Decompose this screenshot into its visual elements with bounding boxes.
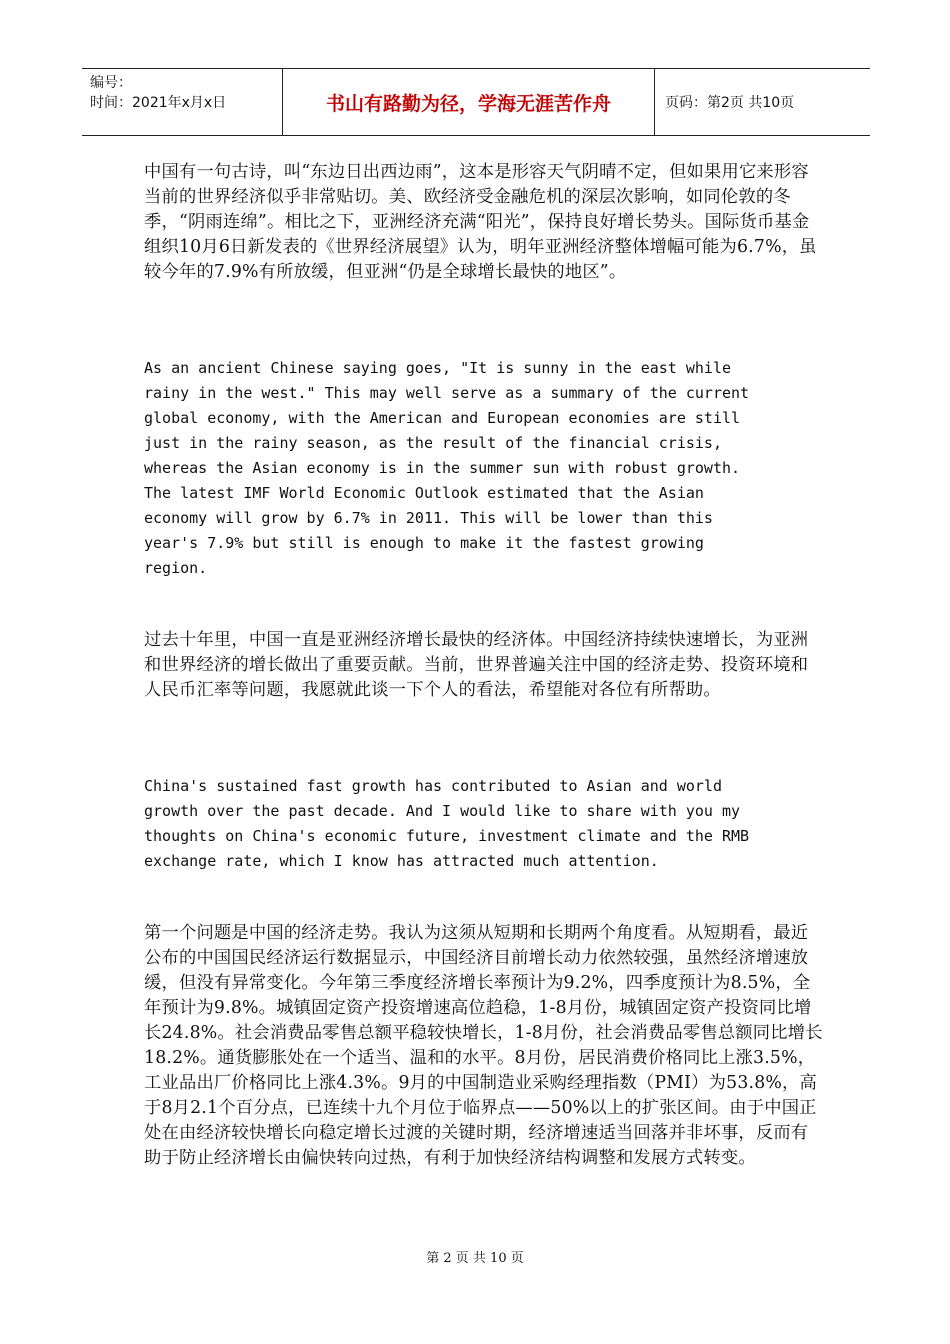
- header-meta: [82, 69, 283, 135]
- paragraph-chinese-1: 中国有一句古诗，叫“东边日出西边雨”，这本是形容天气阴晴不定，但如果用它来形容当前的世界经济似乎非常贴切。美、欧经济受金融危机的深层次影响，如同伦敦的冬季，“阴雨连绵”。相比之下，亚洲经济充满“阳光”，保持良好增长势头。国际货币基金组织10月6日新发表的《世界经济展望》认为，明年亚洲经济整体增幅可能为6.7%，虽较今年的7.9%有所放缓，但亚洲“仍是全球增长最快的地区”。: [144, 162, 817, 282]
- header-page-label: 页码：第2页 共10页: [665, 95, 795, 111]
- paragraph-english-1: As an ancient Chinese saying goes, "It is sunny in the east while rainy in the west." This may well serve as a summary of the current global economy, with the American and European economies are still just in the rainy season, as the result of the financial crisis, whereas the Asian economy is in the summer sun with robust growth. The latest IMF World Economic Outlook estimated that the Asian economy will grow by 6.7% in 2011. This will be lower than this year's 7.9% but still is enough to make it the fastest growing region.: [144, 359, 750, 577]
- paragraph-english-2: China's sustained fast growth has contributed to Asian and world growth over the past decade. And I would like to share with you my thoughts on China's economic future, investment climate and the RMB exchange rate, which I know has attracted much attention.: [144, 777, 750, 870]
- paragraph-chinese-3: 第一个问题是中国的经济走势。我认为这须从短期和长期两个角度看。从短期看，最近公布的中国国民经济运行数据显示，中国经济目前增长动力依然较强，虽然经济增速放缓，但没有异常变化。今年第三季度经济增长率预计为9.2%，四季度预计为8.5%，全年预计为9.8%。城镇固定资产投资增速高位趋稳，1-8月份，城镇固定资产投资同比增长24.8%。社会消费品零售总额平稳较快增长，1-8月份，社会消费品零售总额同比增长18.2%。通货膨胀处在一个适当、温和的水平。8月份，居民消费价格同比上涨3.5%，工业品出厂价格同比上涨4.3%。9月的中国制造业采购经理指数（PMI）为53.8%，高于8月2.1个百分点，已连续十九个月位于临界点——50%以上的扩张区间。由于中国正处在由经济较快增长向稳定增长过渡的关键时期，经济增速适当回落并非坏事，反而有助于防止经济增长由偏快转向过热，有利于加快经济结构调整和发展方式转变。: [144, 923, 823, 1168]
- paragraph-chinese-2: 过去十年里，中国一直是亚洲经济增长最快的经济体。中国经济持续快速增长，为亚洲和世界经济的增长做出了重要贡献。当前，世界普遍关注中国的经济走势、投资环境和人民币汇率等问题，我愿就此谈一下个人的看法，希望能对各位有所帮助。: [144, 630, 809, 700]
- document-time-label: 时间：2021年x月x日: [90, 95, 227, 111]
- document-number-label: 编号：: [90, 75, 132, 91]
- header-motto: 书山有路勤为径，学海无涯苦作舟: [283, 69, 655, 135]
- page-header: [82, 68, 870, 136]
- page-footer: 第 2 页 共 10 页: [426, 1251, 524, 1266]
